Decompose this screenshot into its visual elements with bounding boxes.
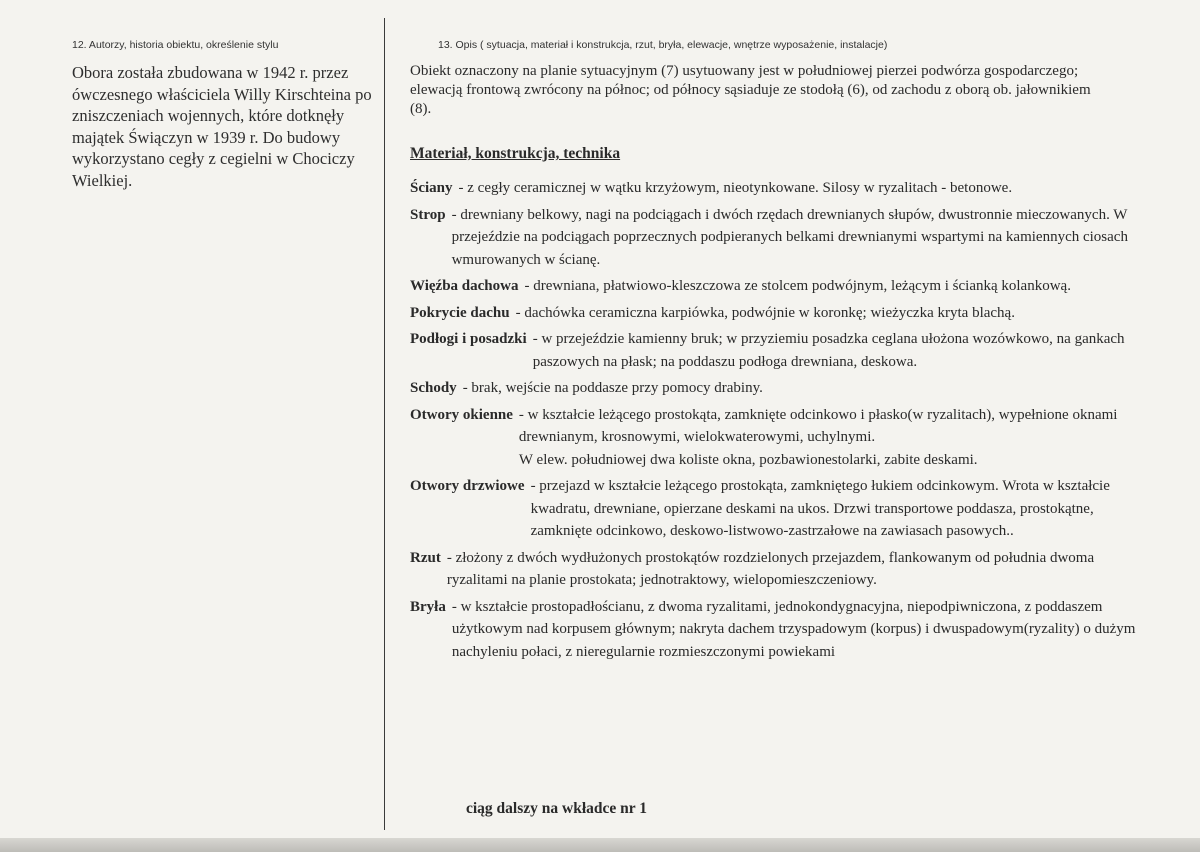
section-12-header: 12. Autorzy, historia obiektu, określenie stylu: [72, 39, 279, 51]
entry-label: Otwory okienne: [410, 406, 513, 423]
entry-label: Pokrycie dachu: [410, 304, 510, 321]
intro-paragraph: Obiekt oznaczony na planie sytuacyjnym (7) usytuowany jest w południowej pierzei podwórza gospodarczego; elewacją frontową zwrócony na północ; od północy sąsiaduje ze stodołą (6), od zachodu z oborą ob. jałownikiem (8).: [410, 63, 1091, 117]
entry-label: Rzut: [410, 549, 441, 566]
entry-text: - drewniany belkowy, nagi na podciągach i dwóch rzędach drewnianych słupów, dwustronnie mieczowanych. W przejeździe na podciągach poprzecznych podpieranych belkami drewnianymi wspartymi na kamiennych ciosach wmurowanych w ścianę.: [451, 206, 1128, 268]
entry-text: - w przejeździe kamienny bruk; w przyziemiu posadzka ceglana ułożona wozówkowo, na gankach paszowych na płask; na poddaszu podłoga drewniana, deskowa.: [532, 331, 1125, 370]
entry-text: - brak, wejście na poddasze przy pomocy drabiny.: [462, 380, 763, 396]
entry-sciany: [410, 177, 1140, 200]
entry-label: Ściany: [410, 180, 453, 196]
entry-label: Podłogi i posadzki: [410, 331, 527, 347]
entry-wiezba-dachowa: [410, 275, 1140, 298]
entry-pokrycie-dachu: [410, 302, 1140, 325]
continuation-note: ciąg dalszy na wkładce nr 1: [466, 800, 647, 817]
entry-text: - z cegły ceramicznej w wątku krzyżowym, nieotynkowane. Silosy w ryzalitach - betonowe.: [458, 180, 1013, 196]
entry-text: - złożony z dwóch wydłużonych prostokątów rozdzielonych przejazdem, flankowanym od południa dwoma ryzalitami na planie prostokata; jednotraktowy, wielopomieszczeniowy.: [446, 549, 1095, 588]
entry-label: Bryła: [410, 598, 446, 615]
entry-text: - drewniana, płatwiowo-kleszczowa ze stolcem podwójnym, leżącym i ścianką kolankową.: [524, 278, 1071, 294]
entry-text: - w kształcie leżącego prostokąta, zamknięte odcinkowo i płasko(w ryzalitach), wypełnione oknami drewnianym, krosnowymi, wielokwaterowymi, uchylnymi. W elew. południowej dwa koliste okna, pozbawionestolarki, zabite deskami.: [518, 406, 1118, 468]
entry-bryla: [410, 596, 1140, 664]
section-13-header: 13. Opis ( sytuacja, materiał i konstrukcja, rzut, bryła, elewacje, wnętrze wyposażenie, instalacje): [438, 39, 888, 51]
entry-label: Więźba dachowa: [410, 278, 519, 294]
entry-label: Otwory drzwiowe: [410, 478, 525, 494]
entry-label: Strop: [410, 206, 446, 223]
page-bottom-edge: [0, 838, 1200, 852]
entry-schody: [410, 377, 1140, 400]
entry-label: Schody: [410, 380, 457, 396]
entry-otwory-drzwiowe: [410, 475, 1140, 543]
entry-text: - w kształcie prostopadłościanu, z dwoma ryzalitami, jednokondygnacyjna, niepodpiwniczona, z poddaszem użytkowym nad korpusem głównym; nakryta dachem trzyspadowym (korpus) i dwuspadowym(ryzality) o dużym nachyleniu połaci, z nieregularnie rozmieszczonymi powiekami: [451, 598, 1136, 660]
entry-text: - przejazd w kształcie leżącego prostokąta, zamkniętego łukiem odcinkowym. Wrota w kształcie kwadratu, drewniane, opierzane deskami na ukos. Drzwi transportowe poddasza, prostokątne, zamknięte odcinkowo, deskowo-listwowo-zastrzałowe na zawiasach pasowych..: [530, 478, 1110, 539]
history-text: Obora została zbudowana w 1942 r. przez ówczesnego właściciela Willy Kirschteina po zniszczeniach wojennych, które dotknęły majątek Świączyn w 1939 r. Do budowy wykorzystano cegły z cegielni w Chociczy Wielkiej.: [72, 63, 372, 190]
section-title: Materiał, konstrukcja, technika: [410, 145, 621, 162]
entry-podlogi-i-posadzki: [410, 328, 1140, 373]
entry-rzut: [410, 547, 1140, 592]
entry-strop: [410, 204, 1140, 272]
entry-otwory-okienne: [410, 404, 1140, 472]
left-column: [72, 38, 384, 191]
column-divider: [384, 18, 385, 830]
entry-text: - dachówka ceramiczna karpiówka, podwójnie w koronkę; wieżyczka kryta blachą.: [515, 304, 1015, 321]
right-column: [410, 38, 1140, 667]
